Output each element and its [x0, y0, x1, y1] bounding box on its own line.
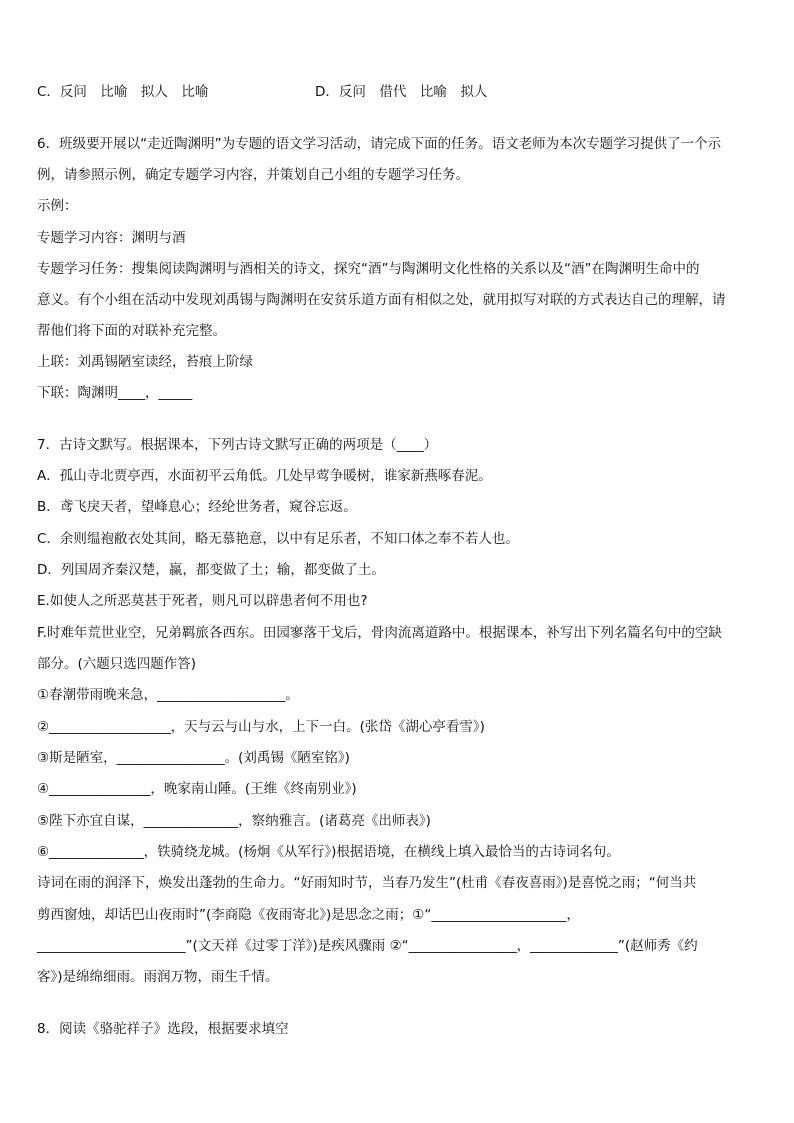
q7-option-f: F.时难年荒世业空，兄弟羁旅各西东。田园寥落干戈后，骨肉流离道路中。根据课本，补写出下列名篇名句中的空缺: [37, 625, 722, 641]
q5-option-c: C．反问 比喻 拟人 比喻: [37, 84, 209, 100]
q7-option-e: E.如使人之所恶莫甚于死者，则凡可以辟患者何不用也?: [37, 593, 368, 609]
q7-fill-5: ⑤陛下亦宜自谋，______________，察纳雅言。(诸葛亮《出师表》): [37, 813, 431, 829]
q7-option-c: C．余则缊袍敝衣处其间，略无慕艳意，以中有足乐者，不知口体之奉不若人也。: [37, 531, 519, 547]
q7-rain-paragraph-1: 诗词在雨的润泽下，焕发出蓬勃的生命力。“好雨知时节，当春乃发生”(杜甫《春夜喜雨》)是喜悦之雨；“何当共: [37, 875, 697, 891]
q6-task-line-3: 帮他们将下面的对联补充完整。: [37, 323, 226, 339]
q6-task-line-1: 专题学习任务：搜集阅读陶渊明与酒相关的诗文，探究“酒”与陶渊明文化性格的关系以及“酒”在陶渊明生命中的: [37, 261, 700, 277]
q7-fill-4: ④_______________，晚家南山陲。(王维《终南别业》): [37, 781, 357, 797]
q7-fill-1: ①春潮带雨晚来急，___________________。: [37, 687, 299, 703]
q7-instruction: 部分。(六题只选四题作答): [37, 656, 197, 672]
q7-title: 7．古诗文默写。根据课本，下列古诗文默写正确的两项是（____）: [37, 437, 438, 453]
q7-fill-3: ③斯是陋室，________________。(刘禹锡《陋室铭》): [37, 750, 350, 766]
q6-couplet-lower: 下联：陶渊明____，_____: [37, 385, 193, 401]
q7-rain-paragraph-3: ______________________”(文天祥《过零丁洋》)是疾风骤雨 ②“________________，_____________”(赵师秀《约: [37, 938, 698, 954]
q7-fill-6: ⑥______________，铁骑绕龙城。(杨炯《从军行》)根据语境，在横线上填入最恰当的古诗词名句。: [37, 844, 620, 860]
q6-prompt-line-1: 6．班级要开展以“走近陶渊明”为专题的语文学习活动，请完成下面的任务。语文老师为本次专题学习提供了一个示: [37, 136, 722, 152]
q7-rain-paragraph-4: 客》)是绵绵细雨。雨润万物，雨生千情。: [37, 969, 279, 985]
q6-prompt-line-2: 例，请参照示例，确定专题学习内容，并策划自己小组的专题学习任务。: [37, 167, 469, 183]
q6-topic-content: 专题学习内容：渊明与酒: [37, 230, 186, 246]
q7-option-d: D．列国周齐秦汉楚，赢，都变做了土；输，都变做了土。: [37, 562, 385, 578]
q8-title: 8．阅读《骆驼祥子》选段，根据要求填空: [37, 1021, 289, 1037]
q6-couplet-upper: 上联：刘禹锡陋室读经，苔痕上阶绿: [37, 354, 253, 370]
q7-rain-paragraph-2: 剪西窗烛，却话巴山夜雨时”(李商隐《夜雨寄北》)是思念之雨；①“____________________，: [37, 907, 580, 923]
q6-task-line-2: 意义。有个小组在活动中发现刘禹锡与陶渊明在安贫乐道方面有相似之处，就用拟写对联的方式表达自己的理解，请: [37, 292, 726, 308]
q7-option-a: A．孤山寺北贾亭西，水面初平云角低。几处早莺争暖树，谁家新燕啄春泥。: [37, 468, 492, 484]
q5-option-d: D．反问 借代 比喻 拟人: [315, 84, 488, 100]
q6-example-label: 示例：: [37, 198, 78, 214]
q7-fill-2: ②__________________，天与云与山与水，上下一白。(张岱《湖心亭看雪》): [37, 719, 485, 735]
q7-option-b: B．鸢飞戾天者，望峰息心；经纶世务者，窥谷忘返。: [37, 499, 357, 515]
